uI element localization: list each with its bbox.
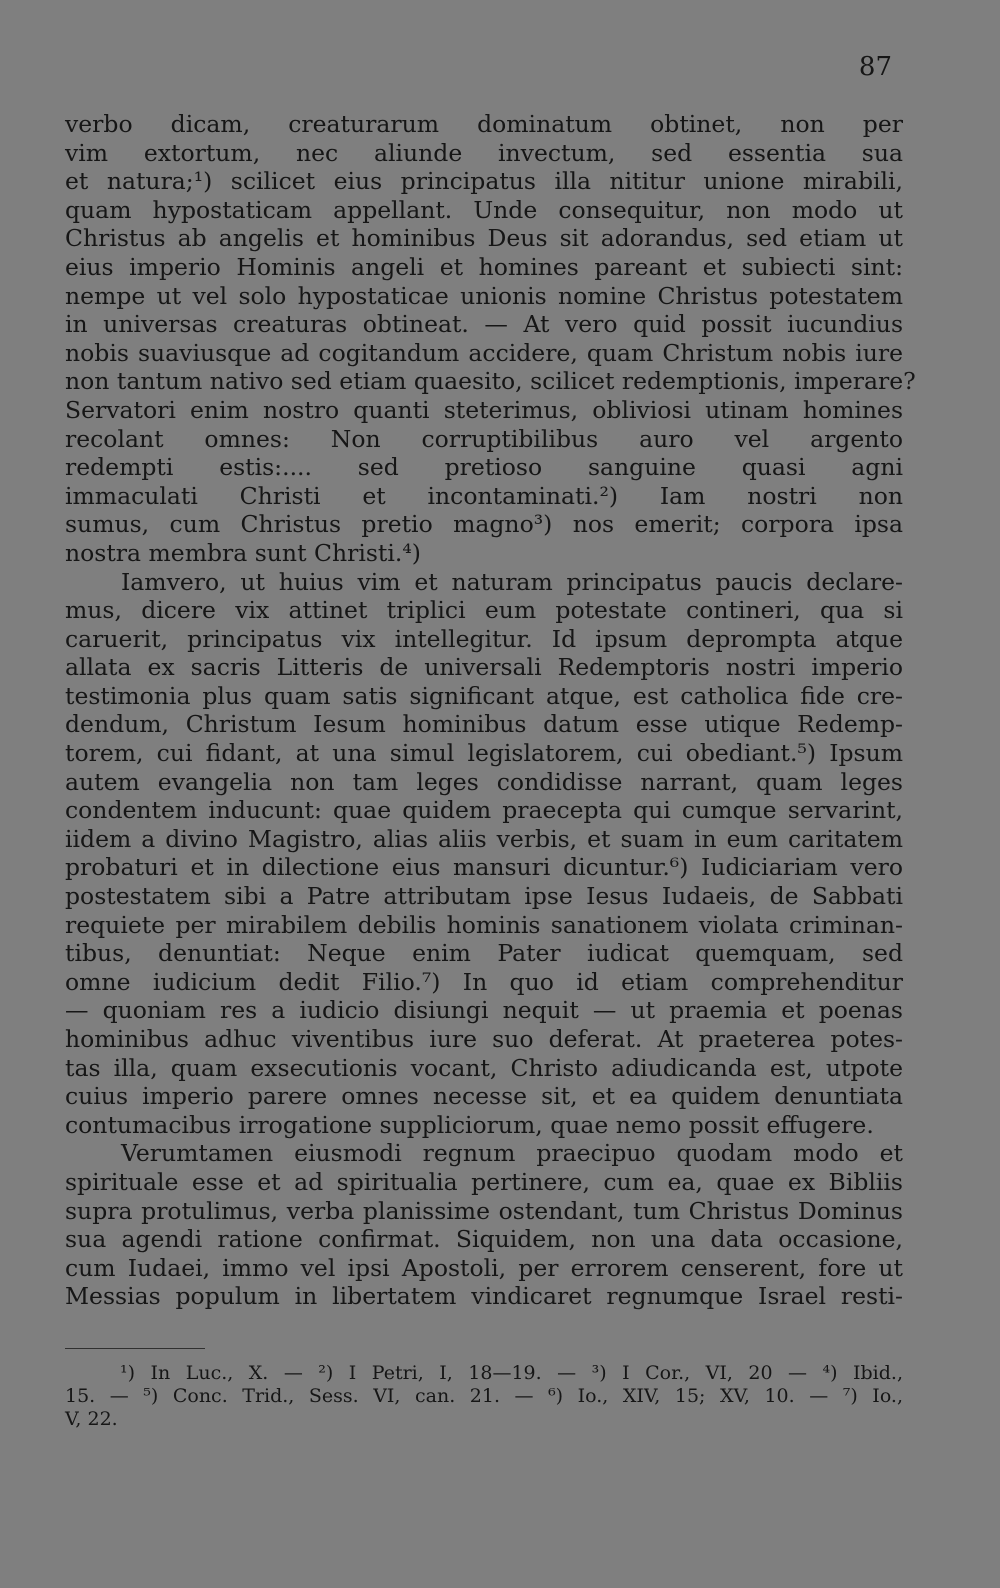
footnote-line: 15. — ⁵) Conc. Trid., Sess. VI, can. 21. — ⁶) Io., XIV, 15; XV, 10. — ⁷) Io., [65, 1385, 903, 1407]
text-line: postestatem sibi a Patre attributam ipse Iesus Iudaeis, de Sabbati [65, 882, 903, 911]
text-line: recolant omnes: Non corruptibilibus auro vel argento [65, 424, 903, 453]
footnote-line: ¹) In Luc., X. — ²) I Petri, I, 18—19. — ³) I Cor., VI, 20 — ⁴) Ibid., [120, 1362, 903, 1384]
text-line: redempti estis:.... sed pretioso sanguine quasi agni [65, 453, 903, 482]
text-line: contumacibus irrogatione suppliciorum, quae nemo possit effugere. [65, 1110, 874, 1139]
text-line: nostra membra sunt Christi.⁴) [65, 538, 421, 567]
text-line: quam hypostaticam appellant. Unde consequitur, non modo ut [65, 195, 903, 224]
text-line: et natura;¹) scilicet eius principatus illa nititur unione mirabili, [65, 167, 903, 196]
text-line: condentem inducunt: quae quidem praecepta qui cumque servarint, [65, 796, 903, 825]
text-line: tibus, denuntiat: Neque enim Pater iudicat quemquam, sed [65, 939, 903, 968]
text-line: non tantum nativo sed etiam quaesito, scilicet redemptionis, imperare? [65, 367, 916, 396]
text-line: vim extortum, nec aliunde invectum, sed essentia sua [65, 138, 903, 167]
text-line: sumus, cum Christus pretio magno³) nos emerit; corpora ipsa [65, 510, 903, 539]
text-line: Servatori enim nostro quanti steterimus, obliviosi utinam homines [65, 395, 903, 424]
text-line: cuius imperio parere omnes necesse sit, et ea quidem denuntiata [65, 1082, 903, 1111]
text-line: requiete per mirabilem debilis hominis sanationem violata criminan- [65, 910, 903, 939]
text-line: — quoniam res a iudicio disiungi nequit — ut praemia et poenas [65, 996, 903, 1025]
text-line: autem evangelia non tam leges condidisse narrant, quam leges [65, 767, 903, 796]
text-line: Iamvero, ut huius vim et naturam principatus paucis declare- [121, 567, 903, 596]
text-line: Messias populum in libertatem vindicaret regnumque Israel resti- [65, 1282, 903, 1311]
text-line: sua agendi ratione confirmat. Siquidem, non una data occasione, [65, 1225, 903, 1254]
text-line: cum Iudaei, immo vel ipsi Apostoli, per errorem censerent, fore ut [65, 1253, 903, 1282]
text-line: caruerit, principatus vix intellegitur. Id ipsum deprompta atque [65, 624, 903, 653]
text-line: nempe ut vel solo hypostaticae unionis nomine Christus potestatem [65, 281, 903, 310]
footnote-divider [65, 1348, 205, 1349]
text-line: nobis suaviusque ad cogitandum accidere, quam Christum nobis iure [65, 338, 903, 367]
text-line: supra protulimus, verba planissime ostendant, tum Christus Dominus [65, 1196, 903, 1225]
footnote-line: V, 22. [65, 1408, 118, 1430]
text-line: omne iudicium dedit Filio.⁷) In quo id etiam comprehenditur [65, 967, 903, 996]
text-line: dendum, Christum Iesum hominibus datum esse utique Redemp- [65, 710, 903, 739]
text-line: allata ex sacris Litteris de universali Redemptoris nostri imperio [65, 653, 903, 682]
text-line: mus, dicere vix attinet triplici eum potestate contineri, qua si [65, 596, 903, 625]
text-line: torem, cui fidant, at una simul legislatorem, cui obediant.⁵) Ipsum [65, 739, 903, 768]
text-line: testimonia plus quam satis significant atque, est catholica fide cre- [65, 681, 903, 710]
text-line: probaturi et in dilectione eius mansuri dicuntur.⁶) Iudiciariam vero [65, 853, 903, 882]
text-line: Christus ab angelis et hominibus Deus sit adorandus, sed etiam ut [65, 224, 903, 253]
text-line: iidem a divino Magistro, alias aliis verbis, et suam in eum caritatem [65, 824, 903, 853]
text-line: hominibus adhuc viventibus iure suo deferat. At praeterea potes- [65, 1025, 903, 1053]
text-line: Verumtamen eiusmodi regnum praecipuo quodam modo et [121, 1139, 903, 1168]
text-line: eius imperio Hominis angeli et homines pareant et subiecti sint: [65, 252, 903, 281]
page-number: 87 [858, 52, 892, 82]
text-line: tas illa, quam exsecutionis vocant, Christo adiudicanda est, utpote [65, 1053, 903, 1082]
text-line: spirituale esse et ad spiritualia pertinere, cum ea, quae ex Bibliis [65, 1167, 903, 1196]
text-line: immaculati Christi et incontaminati.²) Iam nostri non [65, 481, 903, 510]
text-line: in universas creaturas obtineat. — At vero quid possit iucundius [65, 310, 903, 339]
footnotes [65, 1362, 903, 1431]
body-text [65, 110, 916, 1311]
text-line: verbo dicam, creaturarum dominatum obtinet, non per [65, 110, 903, 138]
